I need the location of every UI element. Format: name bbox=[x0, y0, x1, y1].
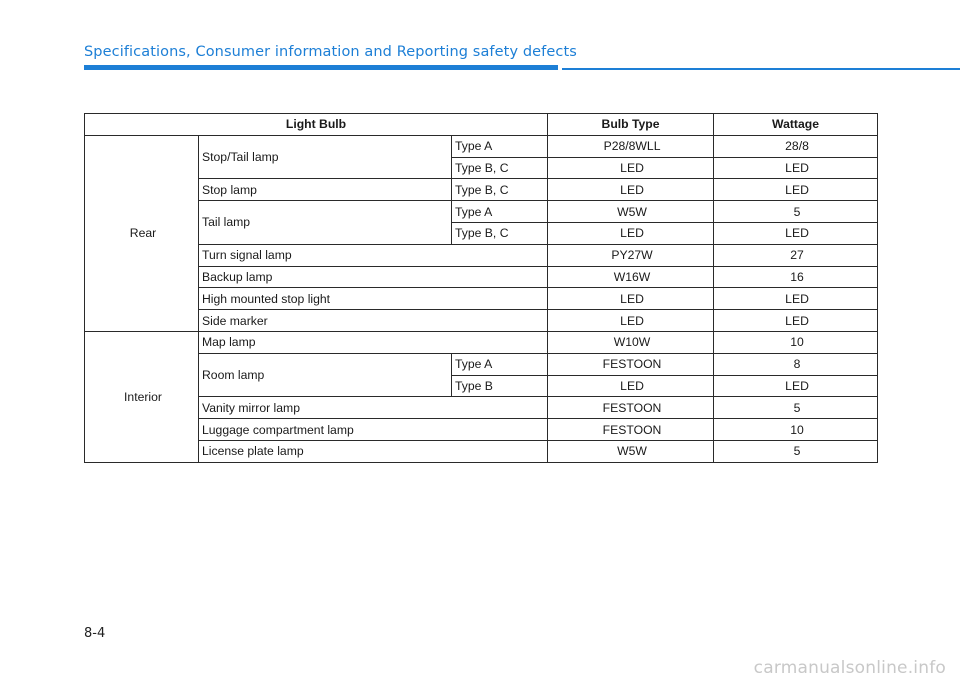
lamp-name: High mounted stop light bbox=[199, 288, 548, 310]
bulb-type: FESTOON bbox=[548, 419, 714, 441]
header-bulb-type: Bulb Type bbox=[548, 114, 714, 136]
bulb-type: FESTOON bbox=[548, 353, 714, 375]
watermark: carmanualsonline.info bbox=[753, 658, 946, 678]
lamp-name: Stop lamp bbox=[199, 179, 452, 201]
lamp-variant: Type A bbox=[452, 353, 548, 375]
lamp-variant: Type B bbox=[452, 375, 548, 397]
bulb-type: W10W bbox=[548, 331, 714, 353]
lamp-name: Room lamp bbox=[199, 353, 452, 397]
lamp-name: Side marker bbox=[199, 310, 548, 332]
table-row bbox=[85, 288, 878, 310]
table-header-row bbox=[85, 114, 878, 136]
bulb-type: LED bbox=[548, 222, 714, 244]
wattage: 10 bbox=[714, 331, 878, 353]
wattage: 27 bbox=[714, 244, 878, 266]
table-row bbox=[85, 397, 878, 419]
group-interior: Interior bbox=[85, 331, 199, 462]
table-row bbox=[85, 201, 878, 223]
table-row bbox=[85, 440, 878, 462]
lamp-name: Stop/Tail lamp bbox=[199, 135, 452, 179]
bulb-type: LED bbox=[548, 179, 714, 201]
group-rear: Rear bbox=[85, 135, 199, 331]
section-title: Specifications, Consumer information and Reporting safety defects bbox=[84, 44, 577, 60]
lamp-name: Backup lamp bbox=[199, 266, 548, 288]
wattage: 5 bbox=[714, 397, 878, 419]
wattage: 8 bbox=[714, 353, 878, 375]
wattage: 16 bbox=[714, 266, 878, 288]
lamp-variant: Type B, C bbox=[452, 222, 548, 244]
wattage: 5 bbox=[714, 440, 878, 462]
header-accent-bar bbox=[84, 65, 558, 70]
lamp-variant: Type A bbox=[452, 201, 548, 223]
bulb-type: W5W bbox=[548, 201, 714, 223]
wattage: 28/8 bbox=[714, 135, 878, 157]
bulb-type: LED bbox=[548, 375, 714, 397]
bulb-type: LED bbox=[548, 310, 714, 332]
lamp-variant: Type B, C bbox=[452, 179, 548, 201]
header-wattage: Wattage bbox=[714, 114, 878, 136]
lamp-name: Luggage compartment lamp bbox=[199, 419, 548, 441]
header-light-bulb: Light Bulb bbox=[85, 114, 548, 136]
bulb-type: LED bbox=[548, 157, 714, 179]
table-row bbox=[85, 310, 878, 332]
bulb-type: PY27W bbox=[548, 244, 714, 266]
lamp-name: Tail lamp bbox=[199, 201, 452, 245]
table-row bbox=[85, 331, 878, 353]
bulb-type: FESTOON bbox=[548, 397, 714, 419]
table-row bbox=[85, 179, 878, 201]
wattage: 5 bbox=[714, 201, 878, 223]
table-row bbox=[85, 266, 878, 288]
lamp-name: License plate lamp bbox=[199, 440, 548, 462]
page-number: 8-4 bbox=[84, 626, 106, 641]
wattage: LED bbox=[714, 310, 878, 332]
wattage: LED bbox=[714, 179, 878, 201]
table-row bbox=[85, 353, 878, 375]
wattage: LED bbox=[714, 157, 878, 179]
bulb-specification-table bbox=[84, 113, 878, 463]
bulb-type: W16W bbox=[548, 266, 714, 288]
lamp-name: Map lamp bbox=[199, 331, 548, 353]
lamp-name: Turn signal lamp bbox=[199, 244, 548, 266]
lamp-name: Vanity mirror lamp bbox=[199, 397, 548, 419]
wattage: LED bbox=[714, 375, 878, 397]
wattage: 10 bbox=[714, 419, 878, 441]
header-rule bbox=[562, 68, 960, 70]
wattage: LED bbox=[714, 222, 878, 244]
bulb-type: P28/8WLL bbox=[548, 135, 714, 157]
table-row bbox=[85, 135, 878, 157]
bulb-type: W5W bbox=[548, 440, 714, 462]
bulb-type: LED bbox=[548, 288, 714, 310]
wattage: LED bbox=[714, 288, 878, 310]
table-row bbox=[85, 419, 878, 441]
lamp-variant: Type A bbox=[452, 135, 548, 157]
lamp-variant: Type B, C bbox=[452, 157, 548, 179]
table-row bbox=[85, 244, 878, 266]
